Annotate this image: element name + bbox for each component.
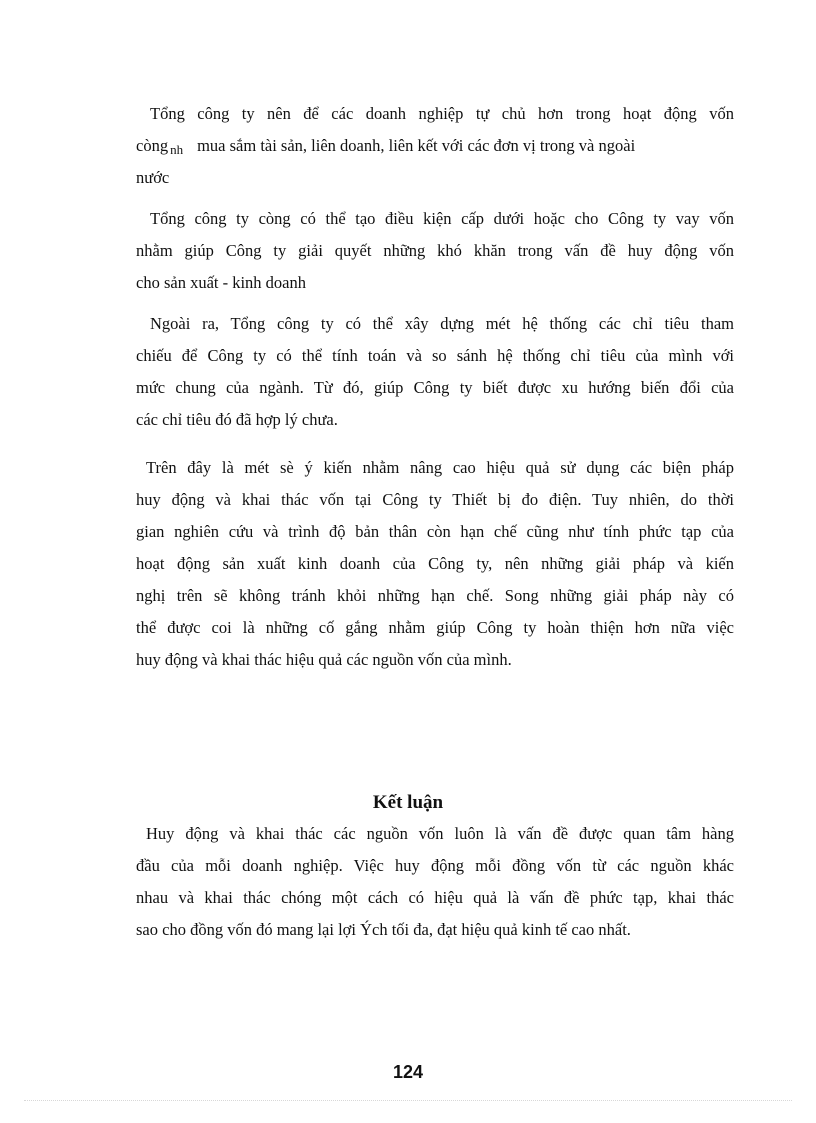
text-fragment: còng (136, 136, 169, 155)
section-heading-conclusion: Kết luận (372, 792, 444, 813)
paragraph-line: nước (136, 168, 170, 187)
paragraph-line: chiếu để Công ty có thể tính toán và so sánh hệ thống chỉ tiêu của mình với (136, 346, 734, 365)
paragraph-line: Ngoài ra, Tổng công ty có thể xây dựng mét hệ thống các chỉ tiêu tham (150, 314, 734, 333)
paragraph-line: Tổng công ty còng có thể tạo điều kiện cấp dưới hoặc cho Công ty vay vốn (150, 209, 734, 228)
page-number: 124 (392, 1062, 424, 1082)
paragraph-line: các chỉ tiêu đó đã hợp lý chưa. (136, 410, 338, 429)
paragraph-2 (136, 203, 734, 299)
paragraph-line: huy động và khai thác vốn tại Công ty Thiết bị đo điện. Tuy nhiên, do thời (136, 490, 734, 509)
paragraph-line: nhau và khai thác chóng một cách có hiệu quả là vấn đề phức tạp, khai thác (136, 888, 734, 907)
paragraph-line: nhằm giúp Công ty giải quyết những khó khăn trong vấn đề huy động vốn (136, 241, 734, 260)
paragraph-1 (136, 98, 734, 194)
paragraph-line: mức chung của ngành. Từ đó, giúp Công ty biết được xu hướng biến đổi của (136, 378, 734, 397)
paragraph-line: Trên đây là mét sè ý kiến nhằm nâng cao hiệu quả sử dụng các biện pháp (146, 458, 734, 477)
footer-divider (24, 1100, 792, 1101)
paragraph-line: Huy động và khai thác các nguồn vốn luôn là vấn đề được quan tâm hàng (146, 824, 734, 843)
paragraph-line: cho sản xuất - kinh doanh (136, 273, 307, 292)
paragraph-line: đầu của mỗi doanh nghiệp. Việc huy động mỗi đồng vốn từ các nguồn khác (136, 856, 734, 875)
paragraph-line: huy động và khai thác hiệu quả các nguồn vốn của mình. (136, 650, 512, 669)
paragraph-3 (136, 308, 734, 436)
paragraph-line: hoạt động sản xuất kinh doanh của Công ty, nên những giải pháp và kiến (136, 554, 734, 573)
paragraph-line: sao cho đồng vốn đó mang lại lợi Ých tối đa, đạt hiệu quả kinh tế cao nhất. (136, 920, 631, 939)
stray-subscript: nh (170, 142, 184, 157)
paragraph-4 (136, 452, 734, 676)
text-fragment: mua sắm tài sản, liên doanh, liên kết với các đơn vị trong và ngoài (197, 136, 636, 155)
paragraph-line (136, 130, 734, 162)
paragraph-line: thể được coi là những cố gắng nhằm giúp Công ty hoàn thiện hơn nữa việc (136, 618, 734, 637)
conclusion-paragraph (136, 818, 734, 946)
paragraph-line: gian nghiên cứu và trình độ bản thân còn hạn chế cũng như tính phức tạp của (136, 522, 734, 541)
paragraph-line: Tổng công ty nên để các doanh nghiệp tự chủ hơn trong hoạt động vốn (150, 104, 734, 123)
paragraph-line: nghị trên sẽ không tránh khỏi những hạn chế. Song những giải pháp này có (136, 586, 734, 605)
